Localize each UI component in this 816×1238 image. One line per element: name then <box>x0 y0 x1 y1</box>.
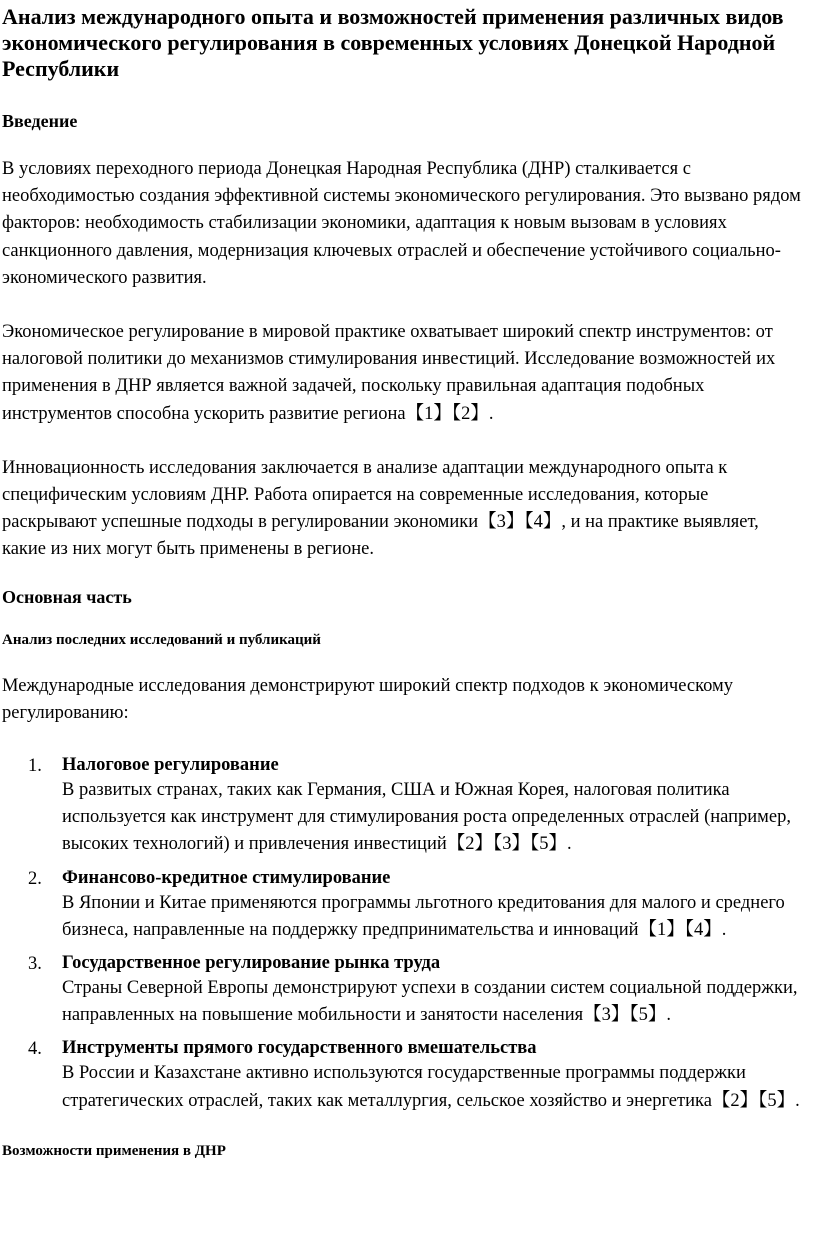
dnr-opportunities-heading: Возможности применения в ДНР <box>2 1142 226 1159</box>
intro-paragraph-2: Экономическое регулирование в мировой практике охватывает широкий спектр инструментов: от налоговой политики до механизмов стимулирования инвестиций. Исследование возможностей их применения в ДНР является важной задачей, поскольку правильная адаптация подобных инструментов способна ускорить развитие региона【1】【2】. <box>2 322 776 424</box>
list-item <box>2 951 806 1029</box>
list-item <box>2 866 806 944</box>
intro-paragraph-1: В условиях переходного периода Донецкая Народная Республика (ДНР) сталкивается с необходимостью создания эффективной системы экономического регулирования. Это вызвано рядом факторов: необходимость стабилизации экономики, адаптация к новым вызовам в условиях санкционного давления, модернизация ключевых отраслей и обеспечение устойчивого социально-экономического развития. <box>2 159 801 288</box>
list-item-text: В Японии и Китае применяются программы льготного кредитования для малого и среднего бизнеса, направленные на поддержку предпринимательства и инноваций【1】【4】. <box>62 892 785 940</box>
list-item-number: 1. <box>28 756 42 777</box>
document-title: Анализ международного опыта и возможностей применения различных видов экономического регулирования в современных условиях Донецкой Народной Республики <box>2 4 784 81</box>
list-item-title: Налоговое регулирование <box>62 755 279 776</box>
analysis-heading: Анализ последних исследований и публикаций <box>2 631 321 648</box>
list-item-title: Инструменты прямого государственного вмешательства <box>62 1038 537 1059</box>
list-item-text: Страны Северной Европы демонстрируют успехи в создании систем социальной поддержки, направленных на повышение мобильности и занятости населения【3】【5】. <box>62 978 798 1026</box>
list-item-text: В развитых странах, таких как Германия, США и Южная Корея, налоговая политика используется как инструмент для стимулирования роста определенных отраслей (например, высоких технологий) и привлечения инвестиций【2】【3】【5】. <box>62 780 791 855</box>
list-item-number: 4. <box>28 1039 42 1060</box>
list-item <box>2 753 806 859</box>
list-item-title: Государственное регулирование рынка труда <box>62 953 441 974</box>
regulation-types-list <box>2 753 806 1115</box>
intro-heading: Введение <box>2 111 78 131</box>
intro-paragraph-3: Инновационность исследования заключается в анализе адаптации международного опыта к специфическим условиям ДНР. Работа опирается на современные исследования, которые раскрывают успешные подходы в регулировании экономики【3】【4】, и на практике выявляет, какие из них могут быть применены в регионе. <box>2 457 759 560</box>
list-item-text: В России и Казахстане активно используются государственные программы поддержки стратегических отраслей, таких как металлургия, сельское хозяйство и энергетика【2】【5】. <box>62 1063 800 1111</box>
list-item <box>2 1036 806 1114</box>
list-item-title: Финансово-кредитное стимулирование <box>62 867 391 888</box>
list-item-number: 3. <box>28 954 42 975</box>
analysis-lead-paragraph: Международные исследования демонстрируют широкий спектр подходов к экономическому регулированию: <box>2 675 734 723</box>
list-item-number: 2. <box>28 868 42 889</box>
main-part-heading: Основная часть <box>2 586 132 607</box>
